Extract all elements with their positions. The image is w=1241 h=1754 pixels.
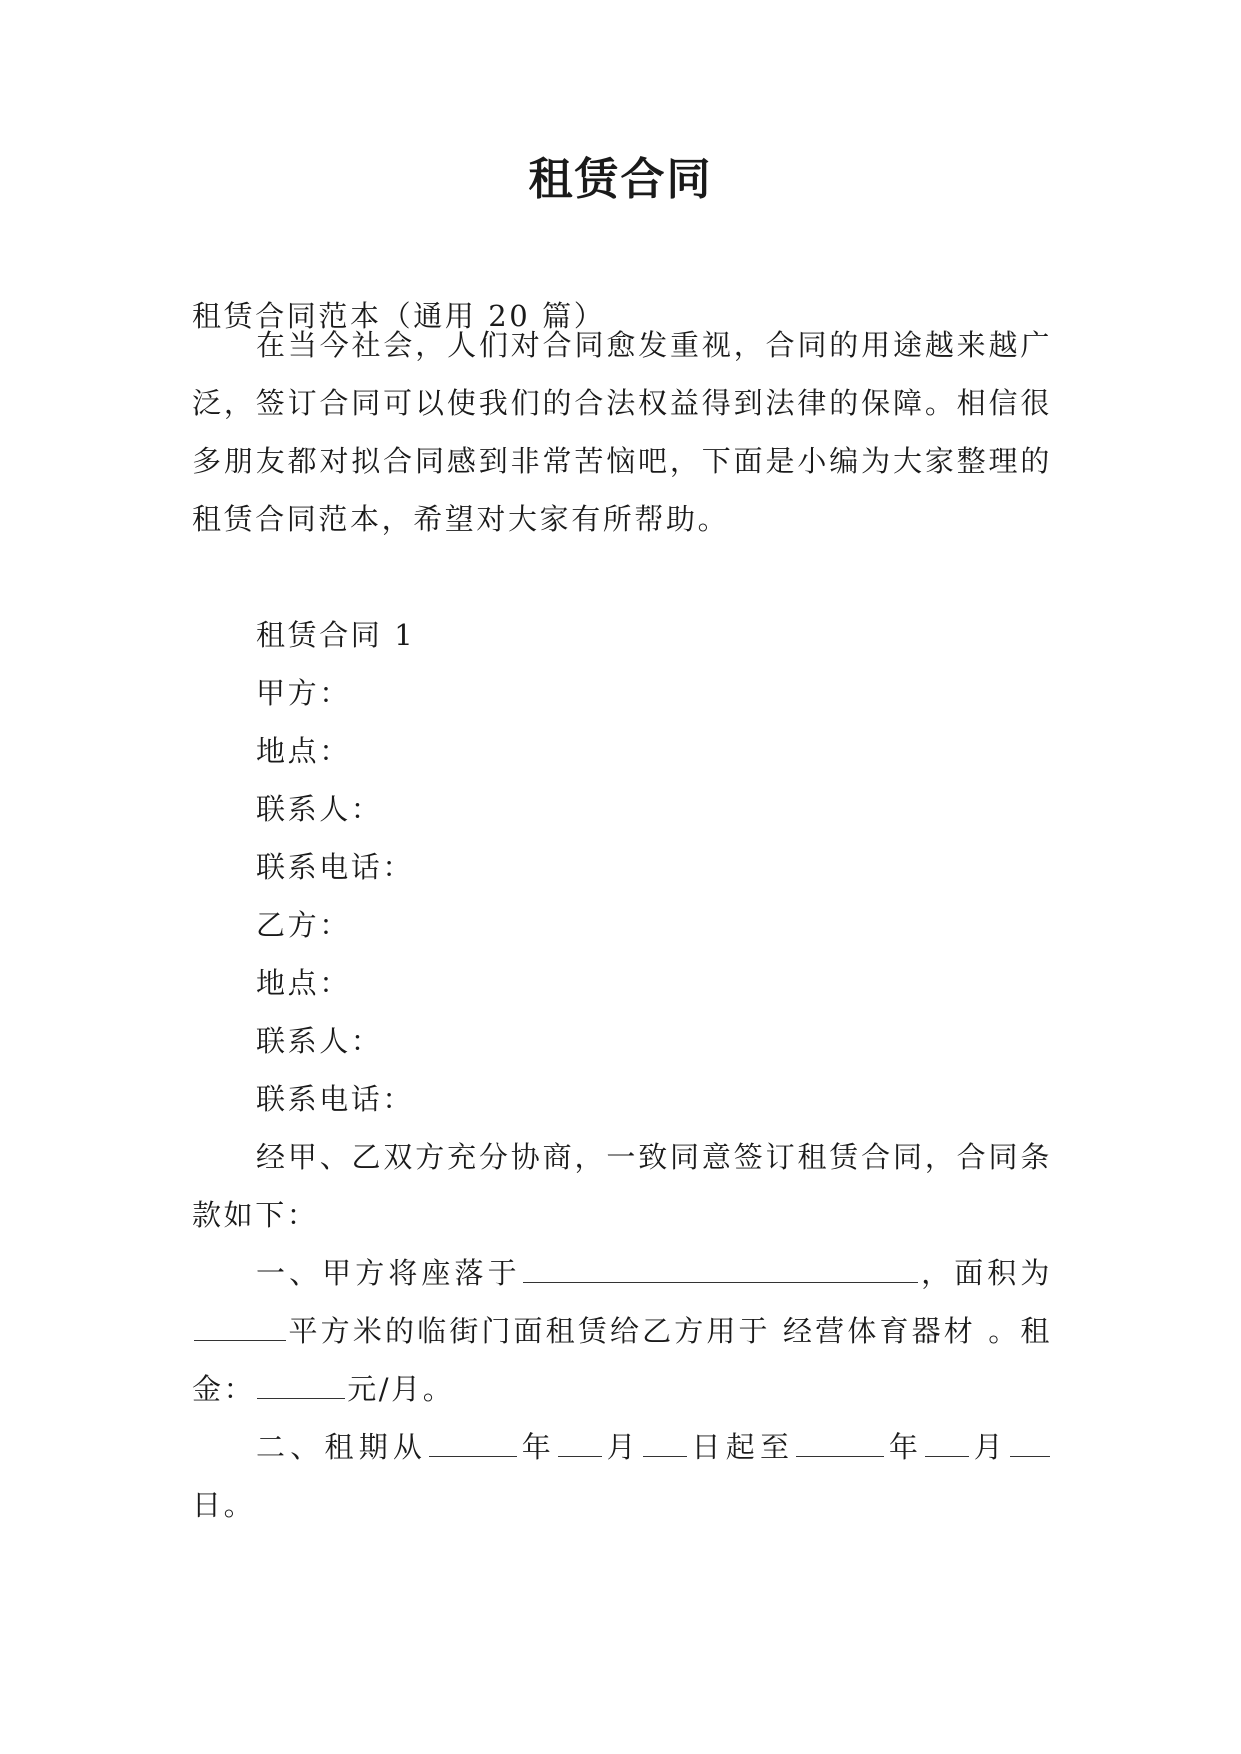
start-year-blank — [429, 1424, 517, 1457]
end-month-blank — [925, 1424, 969, 1457]
clause-1-part-3: 平方米的临街门面租赁给乙方用于 经营体育器材 。租金： — [192, 1314, 1052, 1406]
clause-1-part-4: 元/月。 — [347, 1372, 455, 1406]
party-a-phone: 联系电话： — [256, 850, 415, 884]
rent-blank — [257, 1366, 345, 1399]
paragraph-gap — [192, 548, 1052, 606]
end-year-blank — [796, 1424, 884, 1457]
document-body — [192, 316, 1052, 1534]
clause-2-month-2: 月 — [971, 1430, 1008, 1464]
clause-2 — [192, 1418, 1052, 1534]
clause-2-part-1: 二、租期从 — [256, 1430, 428, 1464]
clause-1-part-1: 一、甲方将座落于 — [256, 1256, 521, 1290]
clause-2-year-2: 年 — [886, 1430, 924, 1464]
location-blank — [523, 1250, 918, 1283]
document-subtitle: 租赁合同范本（通用 20 篇） — [192, 299, 606, 333]
clause-1-part-2: ，面积为 — [919, 1256, 1052, 1290]
document-title: 租赁合同 — [528, 154, 713, 205]
party-b-label: 乙方： — [256, 908, 351, 942]
clause-2-year: 年 — [519, 1430, 557, 1464]
start-month-blank — [558, 1424, 602, 1457]
party-b-contact: 联系人： — [256, 1024, 383, 1058]
party-a-label: 甲方： — [256, 676, 351, 710]
intro-paragraph: 在当今社会，人们对合同愈发重视，合同的用途越来越广泛，签订合同可以使我们的合法权益得到法律的保障。相信很多朋友都对拟合同感到非常苦恼吧，下面是小编为大家整理的租赁合同范本，希望对大家有所帮助。 — [192, 328, 1052, 536]
party-a-address: 地点： — [256, 734, 351, 768]
agreement-paragraph: 经甲、乙双方充分协商，一致同意签订租赁合同，合同条款如下： — [192, 1140, 1052, 1232]
clause-2-day-start: 日起至 — [688, 1430, 795, 1464]
party-b-phone: 联系电话： — [256, 1082, 415, 1116]
clause-2-month: 月 — [604, 1430, 641, 1464]
end-day-blank — [1010, 1424, 1050, 1457]
area-blank — [194, 1308, 286, 1341]
clause-1 — [192, 1244, 1052, 1418]
contract-heading: 租赁合同 1 — [256, 618, 416, 652]
start-day-blank — [643, 1424, 687, 1457]
party-a-contact: 联系人： — [256, 792, 383, 826]
clause-2-day-end: 日。 — [192, 1488, 256, 1522]
party-b-address: 地点： — [256, 966, 351, 1000]
